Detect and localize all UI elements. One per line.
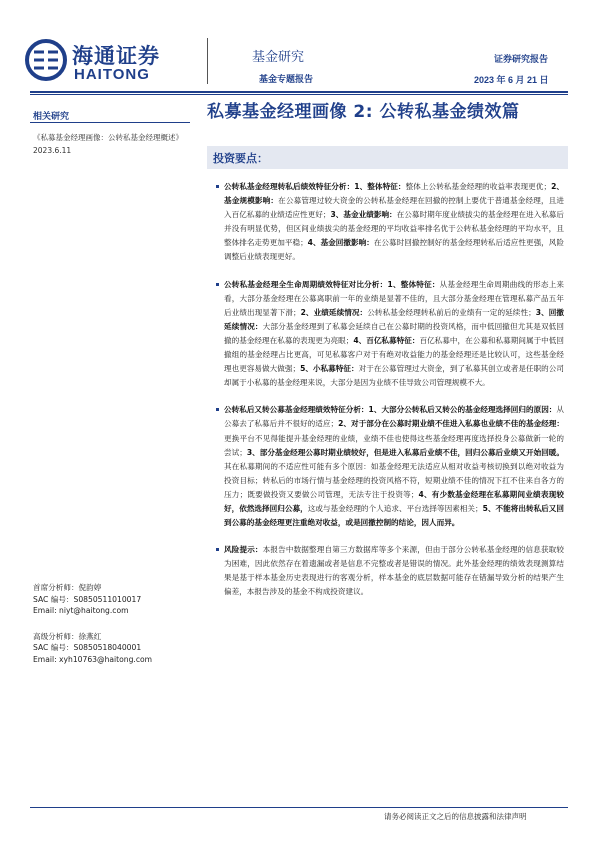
footer-disclaimer: 请务必阅读正文之后的信息披露和法律声明 xyxy=(384,812,527,821)
key-point-text: 这或与基金经理的个人追求、平台选择等因素相关； xyxy=(307,503,483,513)
key-point-emphasis: 5、不能将出转私后又回到公募的基金经理更注重绝对收益，或是回撤控制的结论，因人而异。 xyxy=(224,503,564,528)
related-research-rule xyxy=(30,122,190,123)
analyst-email[interactable]: Email: niyt@haitong.com xyxy=(33,606,129,616)
key-point-text: 在公募时期年度业绩拔尖的基金经理在进入私募后并没有明显优势，但区间业绩拔尖的基金经理的平均收益率排名优于公转私基金经理的平均水平，且整体排名走势更加平稳； xyxy=(224,210,564,248)
key-points-heading: 投资要点： xyxy=(213,152,268,165)
key-point-text: 其在私募期间的不适应性可能有多个原因：如基金经理无法适应从相对收益考核切换到以绝对收益为投资目标；转私后的市场行情与基金经理的投资风格不符，短期业绩不佳的情况下扛不住来自各方的压力；既要做投资又要做公司管理，无法专注于投资等； xyxy=(224,461,564,499)
report-category: 基金研究 xyxy=(252,50,305,65)
key-point-text: 从公募去了私募后并不很好的适应； xyxy=(224,405,564,429)
key-point-emphasis: 2、基金规模影响： xyxy=(224,182,565,206)
haitong-logo-icon xyxy=(24,38,68,82)
key-point-text: 在公募时回撤控制好的基金经理转私后适应性更强，风险调整后业绩表现更好。 xyxy=(224,238,564,262)
key-point-text: 更换平台不见得能提升基金经理的业绩，业绩不佳也使得这些基金经理再度选择投身公募做新一轮的尝试； xyxy=(224,433,564,457)
header-rule xyxy=(30,91,568,93)
report-date: 2023 年 6 月 21 日 xyxy=(474,75,549,85)
logo-chinese-text: 海通证券 xyxy=(72,43,160,68)
key-point-emphasis: 3、基金业绩影响： xyxy=(330,210,397,220)
key-point-emphasis: 公转私基金经理全生命周期绩效特征对比分析：1、整体特征： xyxy=(224,279,440,289)
key-point-text: 对于在公募管理过大资金，到了私募其创立或者是任职的公司却属于小私募的基金经理来说，大部分是因为业绩不佳导致公司管理规模不大。 xyxy=(224,364,564,388)
page-title: 私募基金经理画像 2: 公转私基金绩效篇 xyxy=(207,102,520,122)
header-divider xyxy=(207,38,208,84)
key-point-text: 整体上公转私基金经理的收益率表现更优； xyxy=(405,182,552,191)
key-point-text: 从基金经理生命周期曲线的形态上来看，大部分基金经理在公募离职前一年的业绩是显著不佳的，且大部分基金经理在管理私募产品五年后业绩出现显著下滑； xyxy=(224,279,565,317)
analyst-card xyxy=(33,631,193,666)
key-point-emphasis: 公转私后又转公募基金经理绩效特征分析：1、大部分公转私后又转公的基金经理选择回归的原因： xyxy=(224,405,557,415)
key-point-text: 大部分基金经理到了私募会延续自己在公募时期的投资风格，而中低回撤但尤其是双低回撤的基金经理在私募的表现更为亮眼； xyxy=(224,321,564,345)
key-point-item xyxy=(224,278,564,391)
key-points-list xyxy=(224,180,564,613)
analyst-sac: SAC 编号：S0850511010017 xyxy=(33,594,142,604)
analyst-card xyxy=(33,582,193,617)
key-point-emphasis: 4、百亿私募特征： xyxy=(353,335,420,345)
key-point-emphasis: 4、有少数基金经理在私募期间业绩表现较好，依然选择回归公募， xyxy=(224,489,564,513)
key-point-emphasis: 风险提示： xyxy=(224,545,263,555)
analyst-sac: SAC 编号：S0850518040001 xyxy=(33,643,142,653)
report-type: 证券研究报告 xyxy=(494,55,549,65)
key-point-item xyxy=(224,403,564,530)
header-rule-thin xyxy=(30,94,568,95)
key-point-emphasis: 3、部分基金经理公募时期业绩较好，但是进入私募后业绩不佳，回归公募后业绩又开始回暖。 xyxy=(246,447,565,457)
key-point-emphasis: 公转私基金经理转私后绩效特征分析：1、整体特征： xyxy=(224,182,406,191)
key-point-emphasis: 4、基金回撤影响： xyxy=(307,238,374,248)
analyst-name: 首席分析师：倪韵婷 xyxy=(33,583,102,592)
key-point-emphasis: 3、回撤延续情况： xyxy=(224,307,564,331)
key-point-emphasis: 2、业绩延续情况： xyxy=(300,307,368,317)
key-point-text: 本报告中数据整理自第三方数据库等多个来源，但由于部分公转私基金经理的信息获取较为困难，因此依然存在着遗漏或者是信息不完整或者是错误的情况。此外基金经理的绩效表现测算结果是基于样本基金历史表现进行的客观分析，样本基金的底层数据可能存在错漏导致分析的结果产生偏差，本报告涉及的基金不构成投资建议。 xyxy=(224,545,564,597)
logo-english-text: HAITONG xyxy=(74,66,150,83)
square-bullet-icon xyxy=(216,548,219,551)
key-point-emphasis: 2、对于部分在公募时期业绩不佳进入私募也业绩不佳的基金经理： xyxy=(338,419,565,429)
report-subcategory: 基金专题报告 xyxy=(259,75,314,85)
key-point-text: 百亿私募中，在公募和私募期间属于中低回撤组的基金经理占比更高，可见私募客户对于有绝对收益能力的基金经理还是比较认可，这些基金经理也更容易做大做强； xyxy=(224,335,564,374)
key-point-emphasis: 5、小私募特征： xyxy=(300,364,359,374)
related-research-link[interactable]: 《私募基金经理画像：公转私基金经理概述》2023.6.11 xyxy=(33,133,183,155)
analyst-list xyxy=(33,582,193,680)
square-bullet-icon xyxy=(216,185,219,188)
key-point-text: 公转私基金经理转私前后的业绩有一定的延续性； xyxy=(367,307,536,317)
square-bullet-icon xyxy=(216,283,219,286)
analyst-email[interactable]: Email: xyh10763@haitong.com xyxy=(33,654,153,664)
related-research-heading: 相关研究 xyxy=(33,112,70,122)
key-point-text: 在公募管理过较大资金的公转私基金经理在回撤的控制上要优于普通基金经理，且进入百亿私募的业绩适应性更好； xyxy=(224,196,565,220)
square-bullet-icon xyxy=(216,408,219,411)
analyst-name: 高级分析师：徐燕红 xyxy=(33,631,102,641)
key-point-item xyxy=(224,543,564,599)
footer-rule xyxy=(30,807,568,808)
key-point-item xyxy=(224,180,564,265)
company-logo xyxy=(24,38,194,84)
